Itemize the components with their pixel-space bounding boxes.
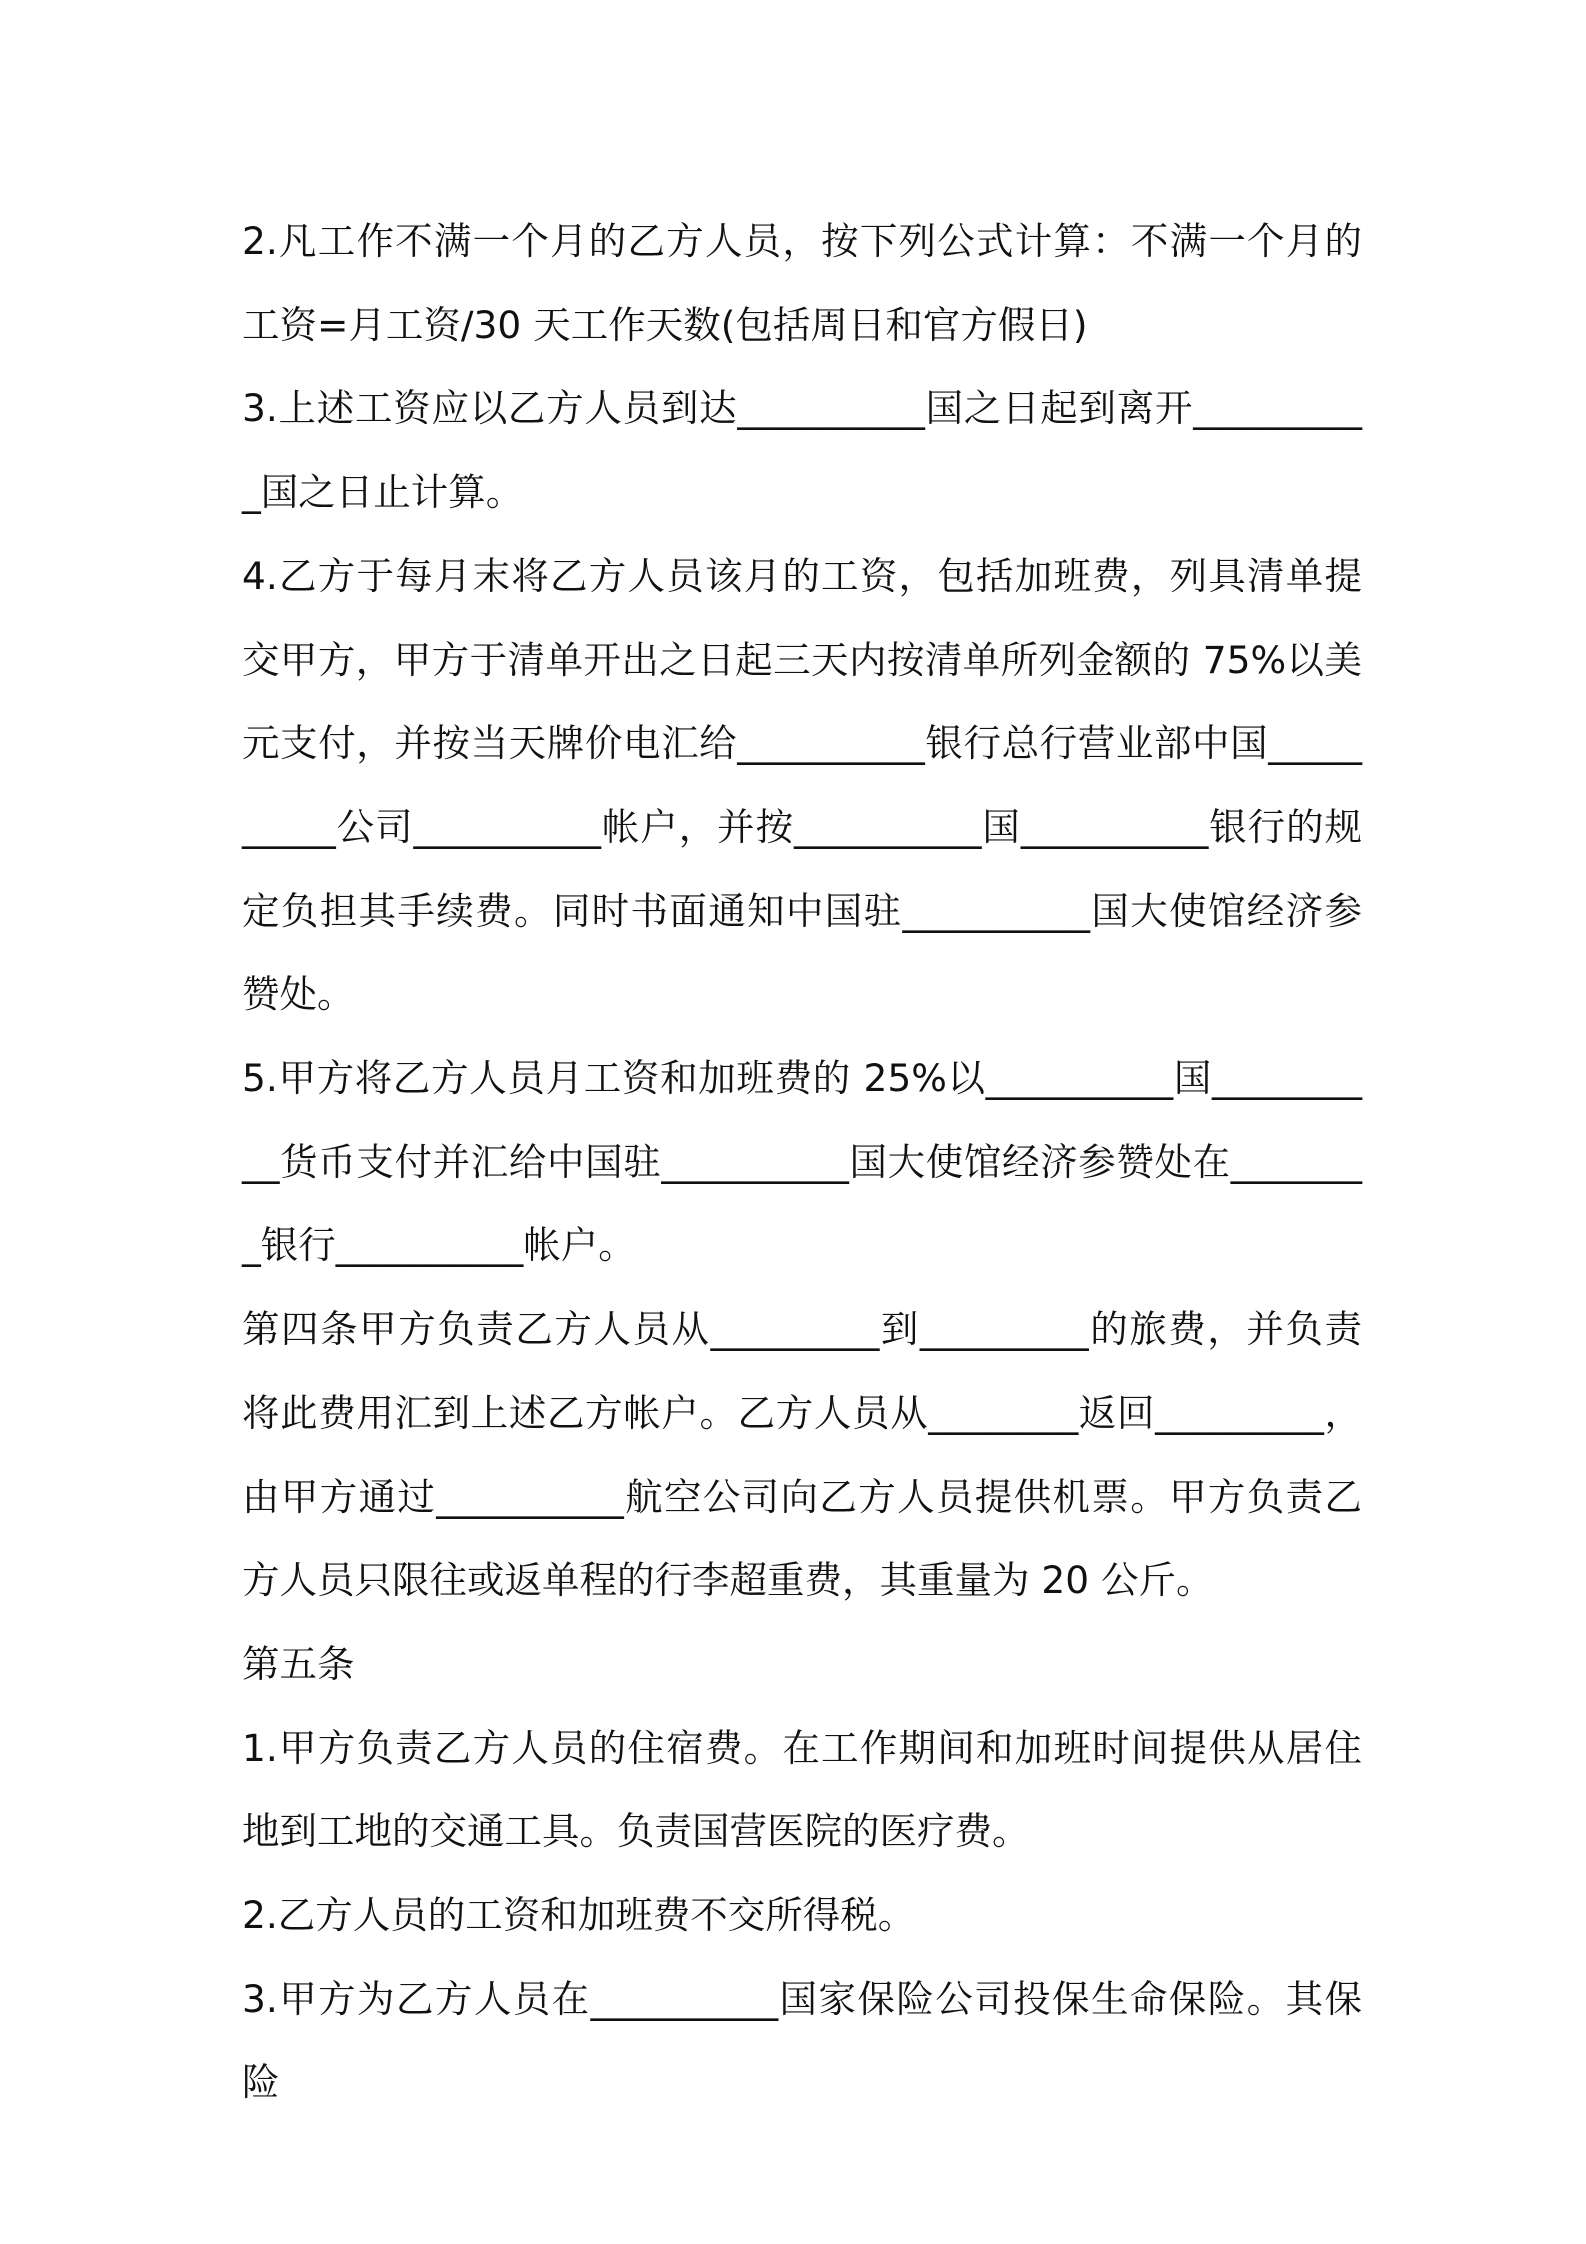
article-5-item-2-income-tax: 2.乙方人员的工资和加班费不交所得税。 [242, 1893, 916, 1938]
article-4-travel-expenses: 第四条甲方负责乙方人员从_________到_________的旅费，并负责将此费用汇到上述乙方帐户。乙方人员从________返回_________，由甲方通过__________航空公司向乙方人员提供机票。甲方负责乙方人员只限往或返单程的行李超重费，其重量为 20 公斤。 [242, 1307, 1362, 1603]
clause-5-local-currency-payment: 5.甲方将乙方人员月工资和加班费的 25%以__________国__________货币支付并汇给中国驻__________国大使馆经济参赞处在________银行__________帐户。 [242, 1056, 1362, 1268]
clause-3-wage-period: 3.上述工资应以乙方人员到达__________国之日起到离开__________国之日止计算。 [242, 386, 1362, 515]
document-page [242, 200, 1362, 2125]
article-5-item-3-insurance: 3.甲方为乙方人员在__________国家保险公司投保生命保险。其保险 [242, 1976, 1362, 2105]
clause-2-partial-month-wage: 2.凡工作不满一个月的乙方人员，按下列公式计算：不满一个月的工资=月工资/30 天工作天数(包括周日和官方假日) [242, 219, 1362, 347]
article-5-item-1-accommodation: 1.甲方负责乙方人员的住宿费。在工作期间和加班时间提供从居住地到工地的交通工具。负责国营医院的医疗费。 [242, 1725, 1362, 1854]
clause-4-monthly-payment: 4.乙方于每月末将乙方人员该月的工资，包括加班费，列具清单提交甲方，甲方于清单开出之日起三天内按清单所列金额的 75%以美元支付，并按当天牌价电汇给__________银行总行营业部中国__________公司__________帐户，并按__________国__________银行的规定负担其手续费。同时书面通知中国驻__________国大使馆经济参赞处。 [242, 553, 1362, 1017]
article-5-heading: 第五条 [242, 1641, 355, 1686]
